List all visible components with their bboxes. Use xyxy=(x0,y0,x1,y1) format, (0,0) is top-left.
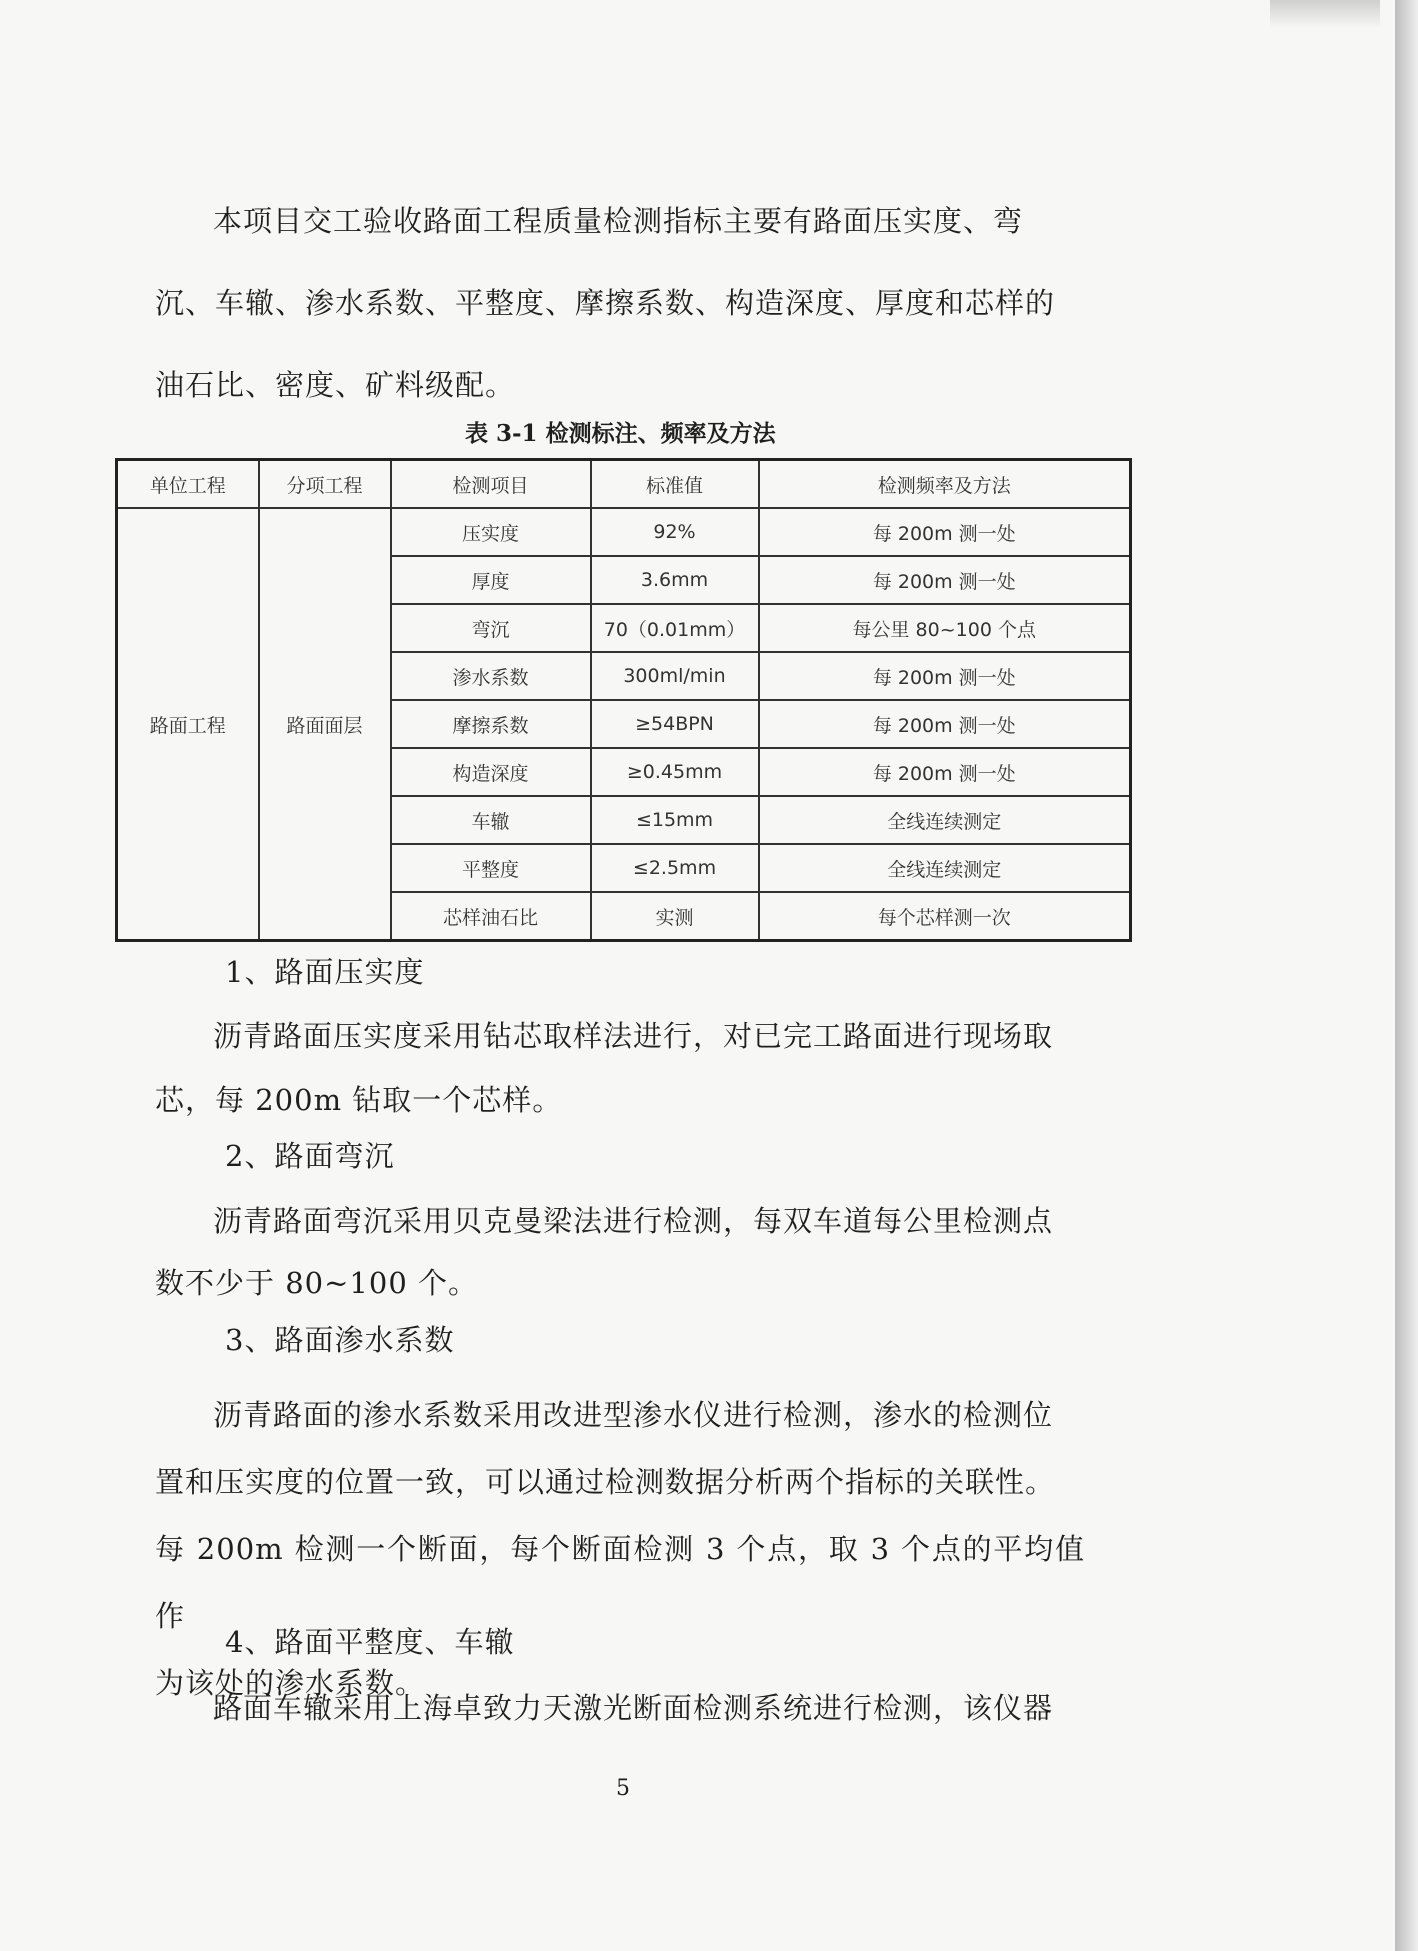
header-sub-project: 分项工程 xyxy=(259,460,391,509)
cell-method: 每 200m 测一处 xyxy=(759,652,1131,700)
cell-method: 每 200m 测一处 xyxy=(759,508,1131,556)
body-line: 沥青路面压实度采用钻芯取样法进行，对已完工路面进行现场取 xyxy=(213,1019,1054,1053)
intro-line-3: 油石比、密度、矿料级配。 xyxy=(155,368,516,402)
body-line: 芯，每 200m 钻取一个芯样。 xyxy=(155,1083,563,1117)
body-line: 每 200m 检测一个断面，每个断面检测 3 个点，取 3 个点的平均值作 xyxy=(155,1532,1085,1633)
table-header-row xyxy=(117,460,1131,509)
header-item: 检测项目 xyxy=(391,460,591,509)
cell-unit-project: 路面工程 xyxy=(117,508,259,941)
cell-standard: 3.6mm xyxy=(591,556,759,604)
table-row xyxy=(117,508,1131,556)
cell-item: 摩擦系数 xyxy=(391,700,591,748)
cell-standard: ≤15mm xyxy=(591,796,759,844)
section-body-permeability xyxy=(155,1382,1085,1717)
cell-item: 平整度 xyxy=(391,844,591,892)
body-line: 为该处的渗水系数。 xyxy=(155,1666,426,1700)
cell-item: 车辙 xyxy=(391,796,591,844)
cell-standard: ≥54BPN xyxy=(591,700,759,748)
intro-line-2: 沉、车辙、渗水系数、平整度、摩擦系数、构造深度、厚度和芯样的 xyxy=(155,286,1056,320)
cell-standard: 300ml/min xyxy=(591,652,759,700)
cell-method: 全线连续测定 xyxy=(759,796,1131,844)
header-standard: 标准值 xyxy=(591,460,759,509)
section-heading-deflection: 2、路面弯沉 xyxy=(225,1139,395,1173)
header-method: 检测频率及方法 xyxy=(759,460,1131,509)
cell-standard: ≥0.45mm xyxy=(591,748,759,796)
cell-method: 全线连续测定 xyxy=(759,844,1131,892)
inspection-table xyxy=(115,458,1132,942)
cell-standard: 92% xyxy=(591,508,759,556)
body-line: 沥青路面弯沉采用贝克曼梁法进行检测，每双车道每公里检测点 xyxy=(213,1204,1054,1238)
cell-item: 渗水系数 xyxy=(391,652,591,700)
section-body-deflection xyxy=(155,1190,1085,1314)
cell-item: 弯沉 xyxy=(391,604,591,652)
section-body-roughness-rutting xyxy=(155,1676,1085,1740)
binding-edge xyxy=(1395,0,1418,1951)
page-number: 5 xyxy=(616,1776,630,1801)
cell-method: 每 200m 测一处 xyxy=(759,700,1131,748)
cell-item: 构造深度 xyxy=(391,748,591,796)
intro-paragraph xyxy=(155,180,1085,426)
cell-method: 每个芯样测一次 xyxy=(759,892,1131,941)
table-caption: 表 3-1 检测标注、频率及方法 xyxy=(465,420,776,447)
section-heading-permeability: 3、路面渗水系数 xyxy=(225,1323,455,1357)
body-line: 路面车辙采用上海卓致力天激光断面检测系统进行检测，该仪器 xyxy=(213,1691,1054,1725)
cell-method: 每 200m 测一处 xyxy=(759,556,1131,604)
section-heading-roughness-rutting: 4、路面平整度、车辙 xyxy=(225,1625,515,1659)
section-heading-compaction: 1、路面压实度 xyxy=(225,955,425,989)
section-body-compaction xyxy=(155,1004,1085,1132)
cell-item: 压实度 xyxy=(391,508,591,556)
intro-line-1: 本项目交工验收路面工程质量检测指标主要有路面压实度、弯 xyxy=(213,204,1024,238)
cell-sub-project: 路面面层 xyxy=(259,508,391,941)
scan-shadow xyxy=(1270,0,1380,28)
cell-item: 芯样油石比 xyxy=(391,892,591,941)
body-line: 置和压实度的位置一致，可以通过检测数据分析两个指标的关联性。 xyxy=(155,1465,1056,1499)
cell-standard: ≤2.5mm xyxy=(591,844,759,892)
cell-standard: 70（0.01mm） xyxy=(591,604,759,652)
cell-method: 每 200m 测一处 xyxy=(759,748,1131,796)
cell-item: 厚度 xyxy=(391,556,591,604)
cell-method: 每公里 80~100 个点 xyxy=(759,604,1131,652)
cell-standard: 实测 xyxy=(591,892,759,941)
header-unit-project: 单位工程 xyxy=(117,460,259,509)
body-line: 沥青路面的渗水系数采用改进型渗水仪进行检测，渗水的检测位 xyxy=(213,1398,1054,1432)
body-line: 数不少于 80~100 个。 xyxy=(155,1266,478,1300)
